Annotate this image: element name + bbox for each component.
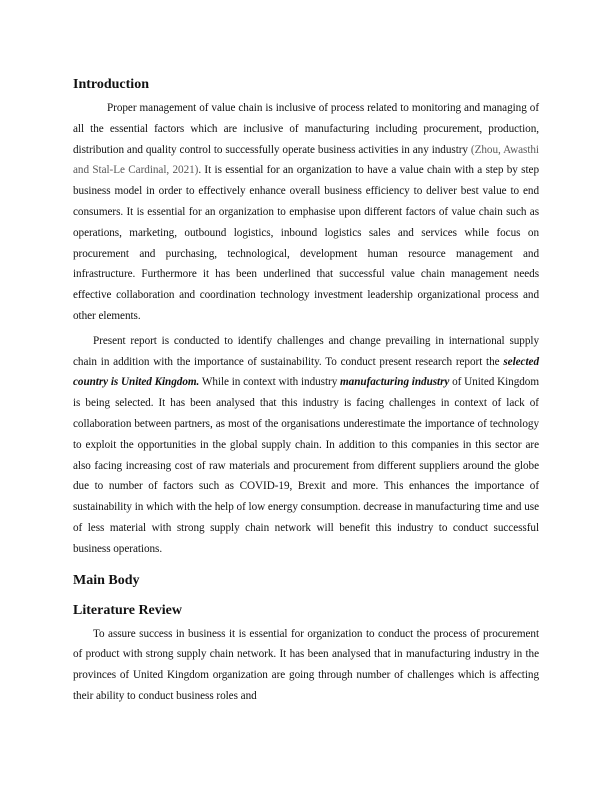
intro-p2-text-b: While in context with industry — [199, 376, 341, 389]
spacer — [73, 560, 539, 568]
intro-p1-text-a: Proper management of value chain is inclusive of process related to monitoring and managing of all the essential factors which are inclusive of manufacturing including procurement, production, distribution and quality control to successfully operate business activities in any industry — [73, 102, 539, 156]
intro-p2-emph-country: selected country is United Kingdom. — [73, 355, 539, 389]
intro-p2-emph-industry: manufacturing industry — [340, 376, 450, 389]
intro-p1-text-b: . It is essential for an organization to have a value chain with a step by step business model in order to effectively enhance overall business efficiency to deliver best value to end consumers. It is essential for an organization to emphasise upon different factors of value chain such as operations, marketing, outbound logistics, inbound logistics sales and services while focus on procurement and purchasing, technological, development human resource management and infrastructure. Furthermore it has been underlined that successful value chain management needs effective collaboration and coordination technology investment leadership organizational process and other elements. — [73, 164, 539, 322]
page-content — [73, 72, 539, 707]
intro-p2-text-c: of United Kingdom is being selected. It has been analysed that this industry is facing challenges in context of lack of collaboration between partners, as most of the organisations underestimate the importance of technology to exploit the opportunities in the global supply chain. In addition to this companies in this sector are also facing increasing cost of raw materials and procurement from different suppliers around the globe due to number of factors such as COVID-19, Brexit and more. This enhances the importance of sustainability in which with the help of low energy consumption. decrease in manufacturing time and use of less material with strong supply chain network will benefit this industry to conduct successful business operations. — [73, 376, 539, 555]
intro-paragraph-2 — [73, 331, 539, 560]
lit-review-paragraph-1: To assure success in business it is essential for organization to conduct the process of procurement of product with strong supply chain network. It has been analysed that in manufacturing industry in the provinces of United Kingdom organization are going through number of challenges which is affecting their ability to conduct business roles and — [73, 627, 539, 702]
heading-main-body: Main Body — [73, 572, 140, 588]
heading-literature-review: Literature Review — [73, 602, 182, 618]
intro-p1-citation: (Zhou, Awasthi and Stal-Le Cardinal, 2021) — [73, 143, 539, 177]
intro-p2-text-a: Present report is conducted to identify challenges and change prevailing in international supply chain in addition with the importance of sustainability. To conduct present research report the — [73, 334, 539, 368]
intro-paragraph-1 — [73, 98, 539, 327]
heading-introduction: Introduction — [73, 77, 149, 92]
